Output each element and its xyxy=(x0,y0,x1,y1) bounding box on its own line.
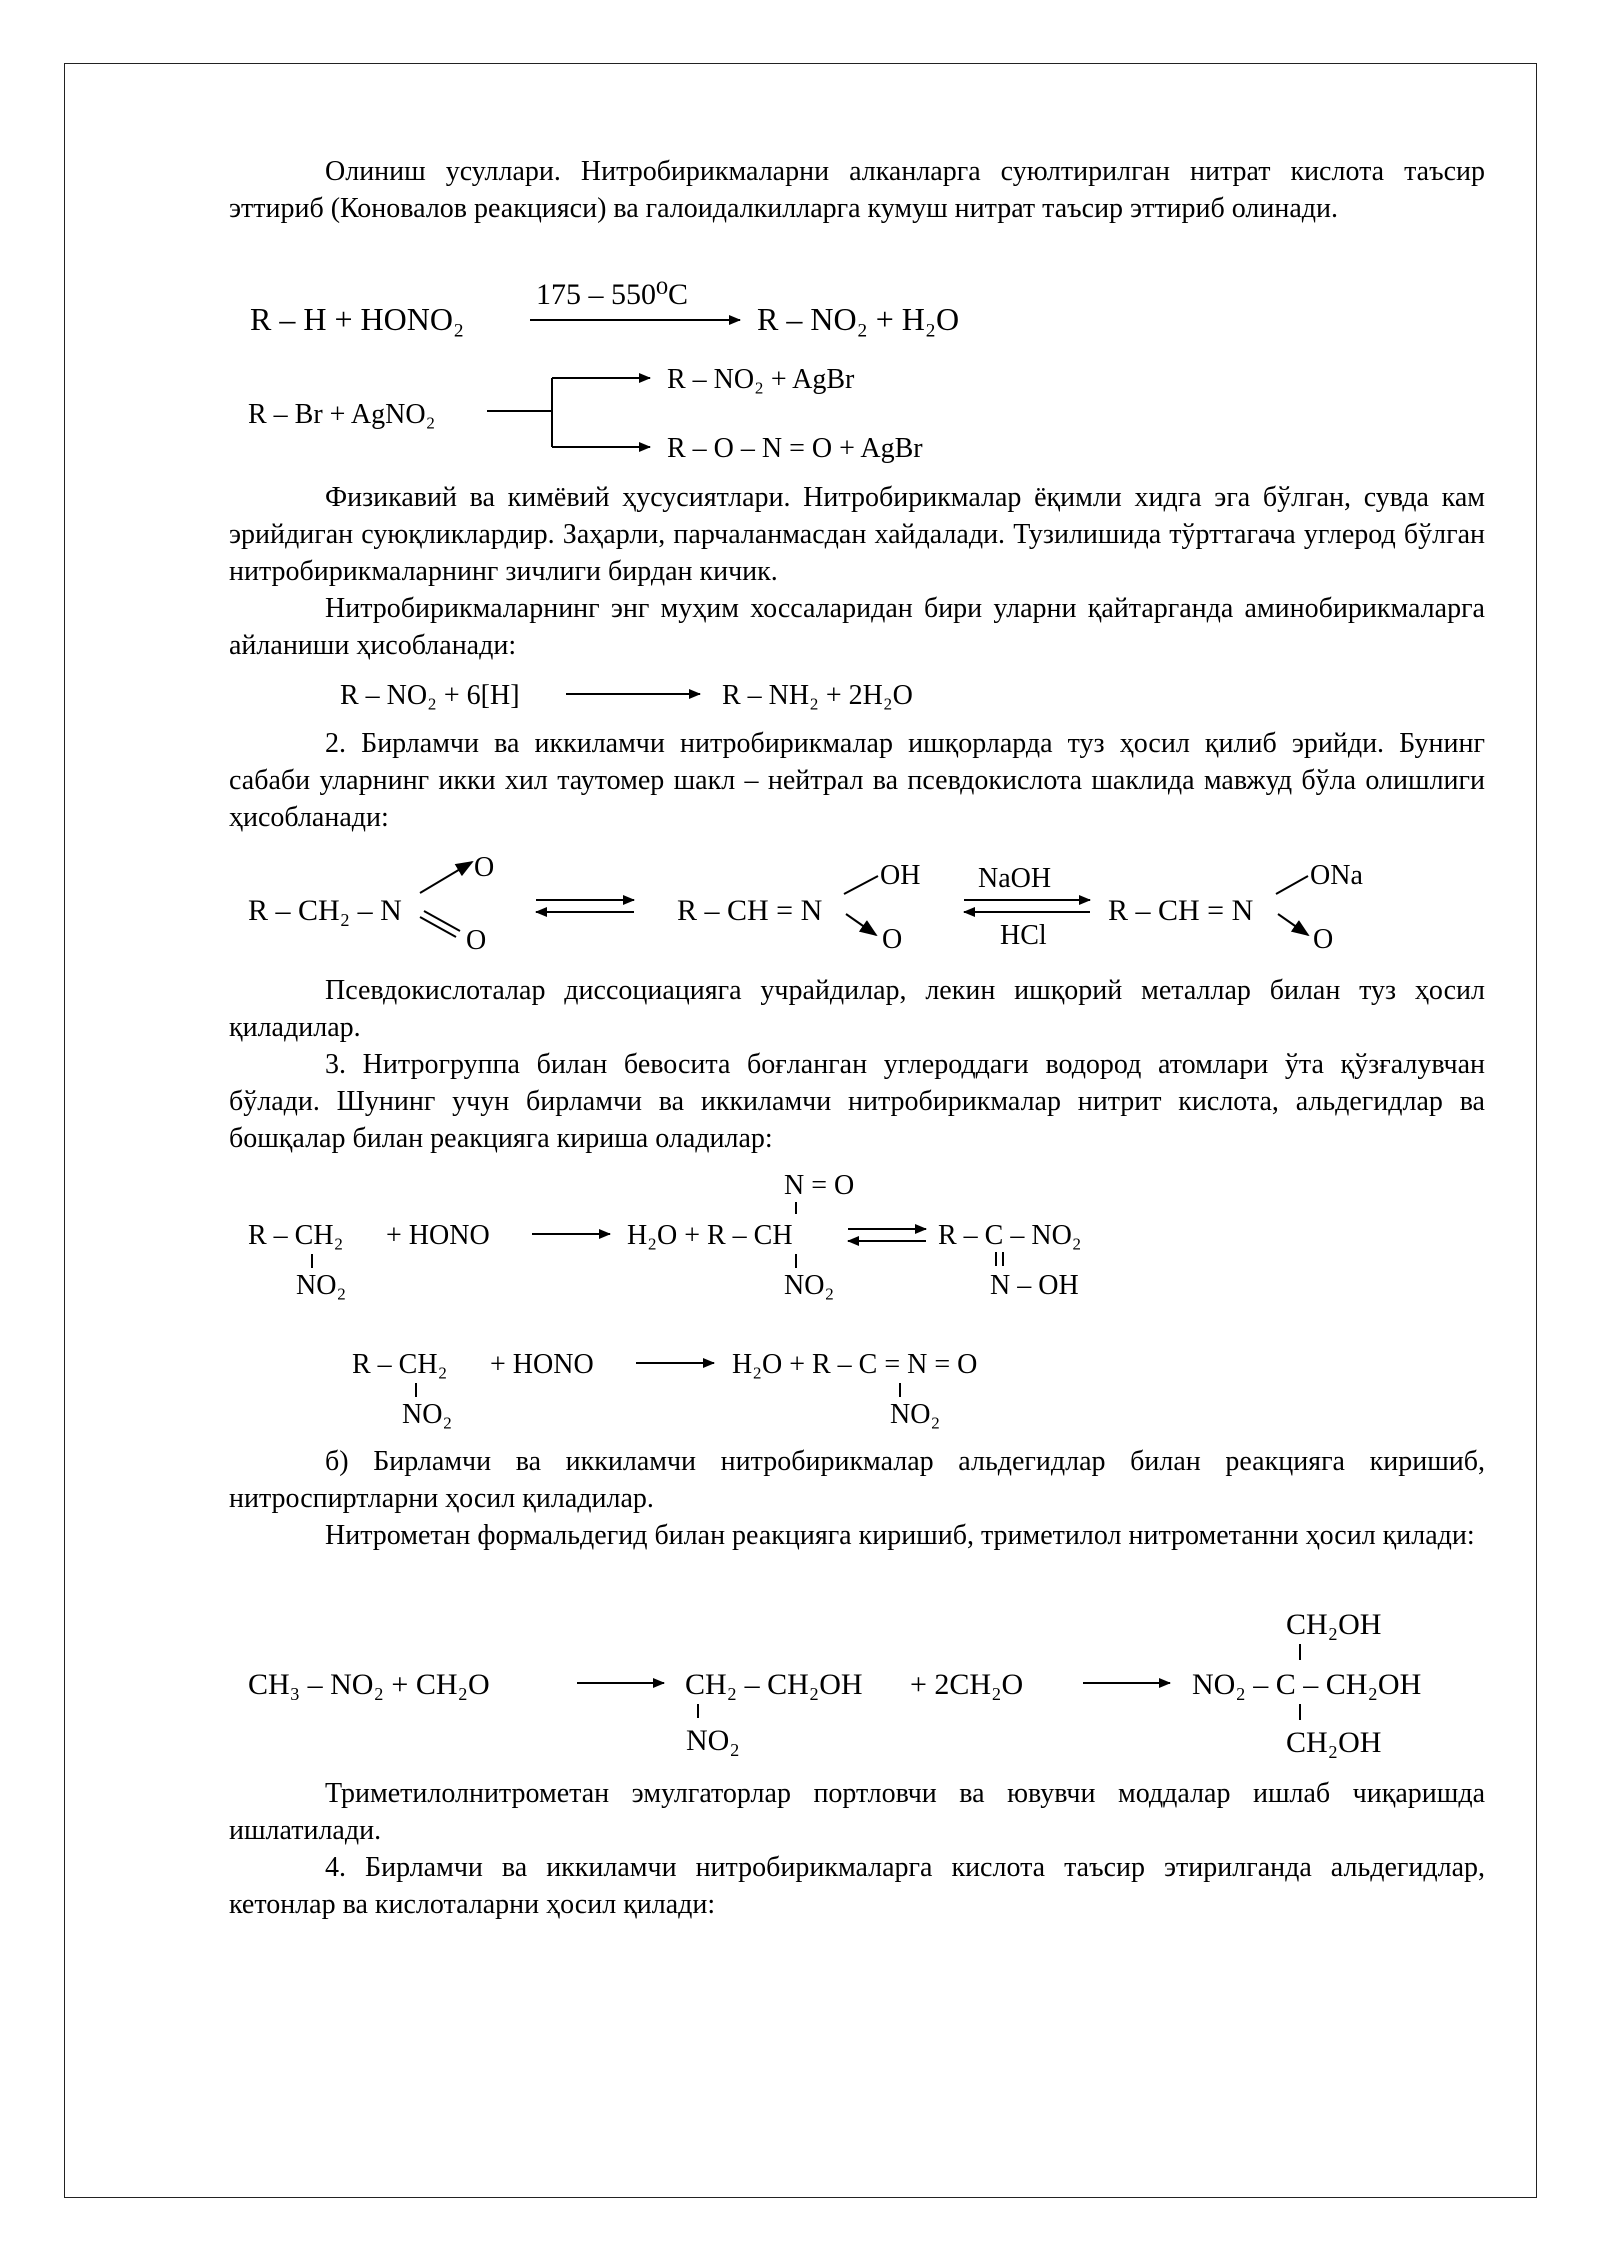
r5-nitroso: N = O xyxy=(784,1170,855,1201)
r4-aci-coordinate-bond xyxy=(846,914,876,935)
r4-salt-form: R – CH = N xyxy=(1108,894,1254,927)
r1-condition: 175 – 550⁰C xyxy=(536,278,689,311)
r4-coordinate-bond xyxy=(420,862,472,893)
r5-intermediate: H₂O + R – CH xyxy=(627,1220,793,1251)
r4-double-bond-a xyxy=(420,917,456,937)
reaction-konovalov xyxy=(250,278,959,337)
r6-products: H₂O + R – C = N = O xyxy=(732,1349,978,1380)
reaction-reduction xyxy=(340,680,913,711)
r6-reactant-nitro: NO₂ xyxy=(402,1399,453,1430)
r4-hcl-label: HCl xyxy=(1000,920,1047,951)
r5-nitrolic-acid: R – C – NO₂ xyxy=(938,1220,1082,1251)
r4-oh-bond xyxy=(844,876,878,894)
paragraph-nitromethane: Нитрометан формальдегид билан реакцияга киришиб, триметилол нитрометанни ҳосил қилади: xyxy=(325,1520,1475,1551)
r5-reactant: R – CH₂ xyxy=(248,1220,344,1251)
r1-products: R – NO₂ + H₂O xyxy=(757,301,960,337)
r7-plus-formaldehyde: + 2CH₂O xyxy=(910,1668,1024,1701)
paragraph-tautomer: 2. Бирламчи ва иккиламчи нитробирикмалар ишқорларда туз ҳосил қилиб эрийди. Бунинг сабаби уларнинг икки хил таутомер шакл – нейтрал ва псевдокислота шаклида мавжуд бўла олишлиги ҳисобланади: xyxy=(229,728,1485,833)
r5-oxime: N – OH xyxy=(990,1270,1079,1301)
r7-nitroethanol: CH₂ – CH₂OH xyxy=(685,1668,863,1701)
r1-reactants: R – H + HONO₂ xyxy=(250,301,465,337)
paragraph-nitroalcohols: б) Бирламчи ва иккиламчи нитробирикмалар альдегидлар билан реакцияга киришиб, нитроспиртларни ҳосил қиладилар. xyxy=(229,1446,1485,1514)
r5-mid-nitro: NO₂ xyxy=(784,1270,835,1301)
r6-product-nitro: NO₂ xyxy=(890,1399,941,1430)
r4-double-bond-b xyxy=(424,911,460,931)
r5-plus-hono: + HONO xyxy=(386,1220,490,1251)
reaction-silver-nitrite xyxy=(248,364,923,464)
r4-hydroxyl: OH xyxy=(880,860,921,891)
paragraph-pseudoacid: Псевдокислоталар диссоциацияга учрайдилар, лекин ишқорий металлар билан туз ҳосил қиладилар. xyxy=(229,975,1485,1043)
paragraph-usage: Триметилолнитрометан эмулгаторлар портловчи ва ювувчи моддалар ишлаб чиқаришда ишлатилади. xyxy=(229,1778,1485,1846)
r4-ona-bond xyxy=(1276,876,1308,894)
r4-salt-coordinate-bond xyxy=(1278,914,1308,935)
reaction-nitrous-acid-second xyxy=(352,1349,977,1430)
r3-reactants: R – NO₂ + 6[H] xyxy=(340,680,520,711)
r4-oxygen-top: O xyxy=(474,852,495,883)
paragraph-reduction: Нитробирикмаларнинг энг муҳим хоссаларидан бири уларни қайтарганда аминобирикмаларга айланиши ҳисобланади: xyxy=(229,593,1485,661)
r4-salt-oxygen: O xyxy=(1313,924,1334,955)
paragraph-acids: 4. Бирламчи ва иккиламчи нитробирикмаларга кислота таъсир этирилганда альдегидлар, кетонлар ва кислоталарни ҳосил қилади: xyxy=(229,1852,1485,1920)
r6-reactant: R – CH₂ xyxy=(352,1349,448,1380)
paragraph-properties: Физикавий ва кимёвий ҳусусиятлари. Нитробирикмалар ёқимли хидга эга бўлган, сувда кам эрийдиган суюқликлардир. Заҳарли, парчаланмасдан хайдалади. Тузилишида тўрттагача углерод бўлган нитробирикмаларнинг зичлиги бирдан кичик. xyxy=(229,482,1485,587)
reaction-nitrous-acid-primary xyxy=(248,1170,1082,1301)
r4-aci-form: R – CH = N xyxy=(677,894,823,927)
r7-reactants: CH₃ – NO₂ + CH₂O xyxy=(248,1668,490,1701)
r4-oxygen-bottom: O xyxy=(466,925,487,956)
r2-product-nitrite: R – O – N = O + AgBr xyxy=(667,433,923,464)
r6-plus-hono: + HONO xyxy=(490,1349,594,1380)
r4-nitro-form: R – CH₂ – N xyxy=(248,894,402,927)
r4-naoh-label: NaOH xyxy=(978,863,1052,894)
r4-aci-oxygen: O xyxy=(882,924,903,955)
r7-bottom-group: CH₂OH xyxy=(1286,1726,1382,1759)
r5-reactant-nitro: NO₂ xyxy=(296,1270,347,1301)
r3-products: R – NH₂ + 2H₂O xyxy=(722,680,913,711)
reaction-nitromethane-formaldehyde xyxy=(248,1608,1421,1759)
r7-mid-nitro: NO₂ xyxy=(686,1724,740,1757)
r2-reactants: R – Br + AgNO₂ xyxy=(248,399,436,430)
r7-trimethylol: NO₂ – C – CH₂OH xyxy=(1192,1668,1422,1701)
reaction-tautomerism xyxy=(248,852,1363,956)
paragraph-hydrogen-mobility: 3. Нитрогруппа билан бевосита боғланган углероддаги водород атомлари ўта қўзғалувчан бўлади. Шунинг учун бирламчи ва иккиламчи нитробирикмалар нитрит кислота, альдегидлар ва бошқалар билан реакцияга кириша оладилар: xyxy=(229,1049,1485,1154)
r4-sodium-oxide: ONa xyxy=(1310,860,1363,891)
r7-top-group: CH₂OH xyxy=(1286,1608,1382,1641)
paragraph-preparation: Олиниш усуллари. Нитробирикмаларни алканларга суюлтирилган нитрат кислота таъсир эттириб (Коновалов реакцияси) ва галоидалкилларга кумуш нитрат таъсир эттириб олинади. xyxy=(229,156,1485,224)
r2-product-nitro: R – NO₂ + AgBr xyxy=(667,364,855,395)
